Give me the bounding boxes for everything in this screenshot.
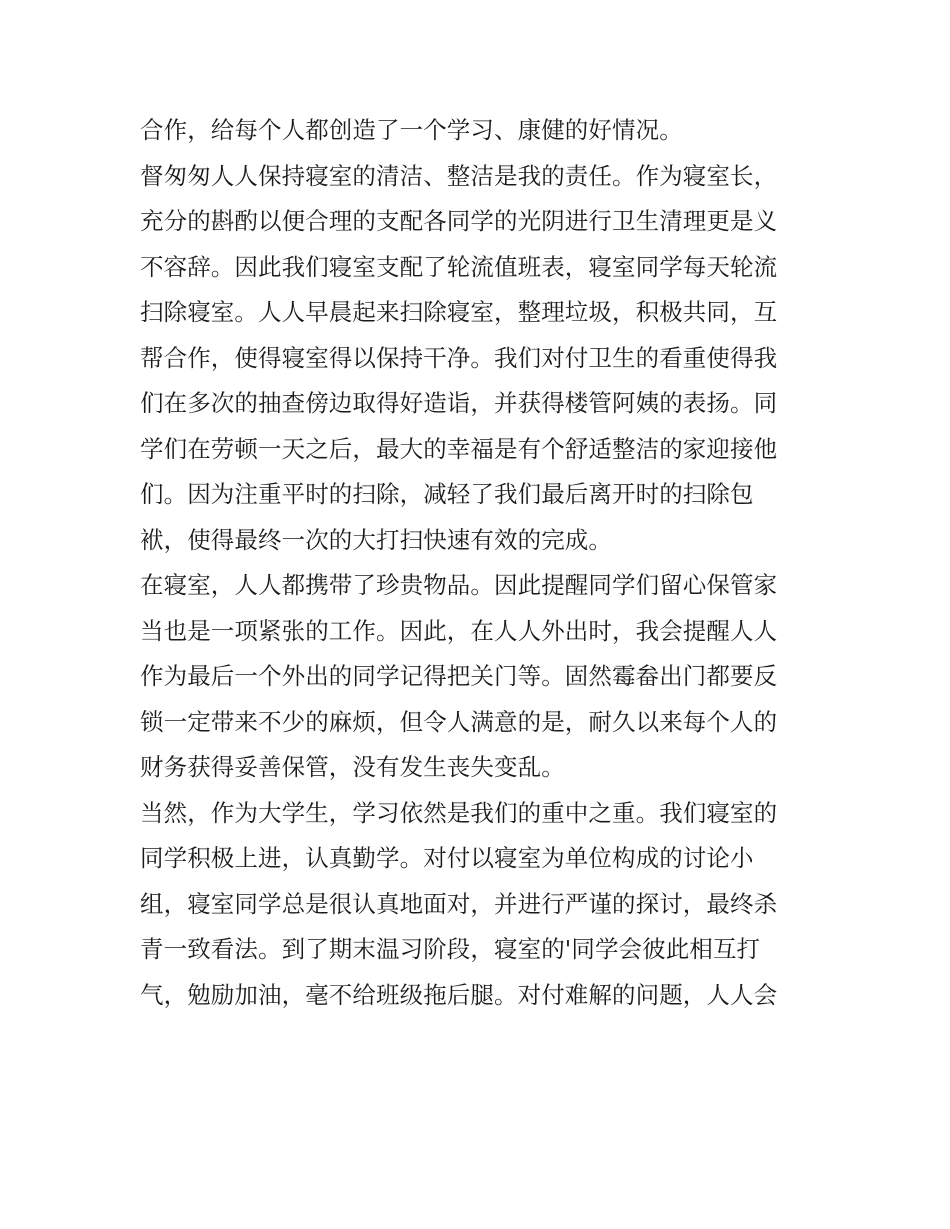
text-line: 气，勉励加油，毫不给班级拖后腿。对付难解的问题，人人会 <box>140 980 778 1009</box>
text-line: 组，寝室同学总是很认真地面对，并进行严谨的探讨，最终杀 <box>140 889 778 918</box>
text-line: 们。因为注重平时的扫除，减轻了我们最后离开时的扫除包 <box>140 480 754 508</box>
text-line: 扫除寝室。人人早晨起来扫除寝室，整理垃圾，积极共同，互 <box>140 298 778 326</box>
text-line: 同学积极上进，认真勤学。对付以寝室为单位构成的讨论小 <box>140 844 754 872</box>
text-line: 袱，使得最终一次的大打扫快速有效的完成。 <box>140 525 612 554</box>
text-line: 不容辞。因此我们寝室支配了轮流值班表，寝室同学每天轮流 <box>140 252 778 281</box>
text-line: 学们在劳顿一天之后，最大的幸福是有个舒适整洁的家迎接他 <box>140 434 778 463</box>
text-line: 当也是一项紧张的工作。因此，在人人外出时，我会提醒人人 <box>140 616 778 645</box>
text-line: 作为最后一个外出的同学记得把关门等。固然霉畚出门都要反 <box>140 662 778 690</box>
text-line: 锁一定带来不少的麻烦，但令人满意的是，耐久以来每个人的 <box>140 707 778 736</box>
text-line: 督匆匆人人保持寝室的清洁、整洁是我的责任。作为寝室长， <box>140 161 778 190</box>
text-line: 当然，作为大学生，学习依然是我们的重中之重。我们寝室的 <box>140 798 778 827</box>
text-line: 帮合作，使得寝室得以保持干净。我们对付卫生的看重使得我 <box>140 343 778 372</box>
text-line: 充分的斟酌以便合理的支配各同学的光阴进行卫生清理更是义 <box>140 207 778 235</box>
text-line: 们在多次的抽查傍边取得好造诣，并获得楼管阿姨的表扬。同 <box>140 389 778 417</box>
text-line: 青一致看法。到了期末温习阶段，寝室的'同学会彼此相互打 <box>140 935 761 963</box>
text-line: 财务获得妥善保管，没有发生丧失变乱。 <box>140 753 565 781</box>
document-body <box>140 108 830 1018</box>
text-line: 在寝室，人人都携带了珍贵物品。因此提醒同学们留心保管家 <box>140 571 778 599</box>
text-line: 合作，给每个人都创造了一个学习、康健的好情况。 <box>140 116 683 144</box>
